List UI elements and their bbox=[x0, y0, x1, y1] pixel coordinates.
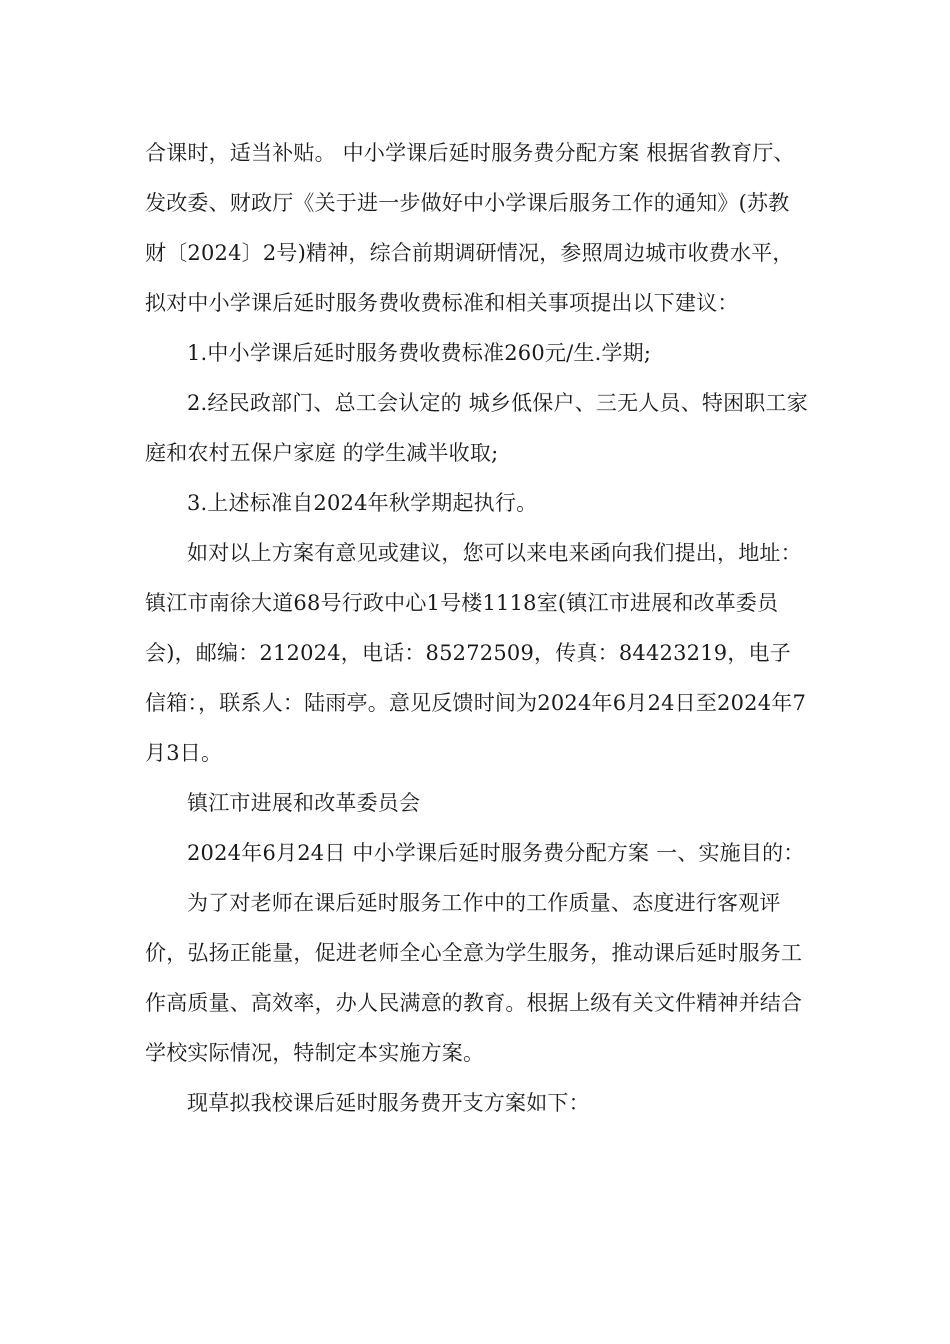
paragraph-item-1: 1.中小学课后延时服务费收费标准260元/生.学期; bbox=[187, 341, 652, 365]
paragraph-date-purpose: 2024年6月24日 中小学课后延时服务费分配方案 一、实施目的： bbox=[187, 841, 805, 865]
paragraph-plan-intro: 现草拟我校课后延时服务费开支方案如下： bbox=[187, 1091, 590, 1115]
document-body bbox=[145, 128, 810, 1128]
paragraph-item-3: 3.上述标准自2024年秋学期起执行。 bbox=[187, 491, 538, 515]
paragraph-contact: 如对以上方案有意见或建议，您可以来电来函向我们提出，地址：镇江市南徐大道68号行政中心1号楼1118室(镇江市进展和改革委员会)，邮编：212024，电话：85272509，传真：84423219，电子信箱：，联系人：陆雨亭。意见反馈时间为2024年6月24日至2024年7月3日。 bbox=[145, 541, 807, 765]
paragraph-item-2: 2.经民政部门、总工会认定的 城乡低保户、三无人员、特困职工家庭和农村五保户家庭 的学生减半收取; bbox=[145, 391, 808, 465]
paragraph-purpose-text: 为了对老师在课后延时服务工作中的工作质量、态度进行客观评价，弘扬正能量，促进老师全心全意为学生服务，推动课后延时服务工作高质量、高效率，办人民满意的教育。根据上级有关文件精神并结合学校实际情况，特制定本实施方案。 bbox=[145, 891, 803, 1065]
paragraph-signature: 镇江市进展和改革委员会 bbox=[187, 791, 421, 815]
paragraph-intro: 合课时，适当补贴。 中小学课后延时服务费分配方案 根据省教育厅、发改委、财政厅《关于进一步做好中小学课后服务工作的通知》(苏教财〔2024〕2号)精神，综合前期调研情况，参照周边城市收费水平，拟对中小学课后延时服务费收费标准和相关事项提出以下建议： bbox=[145, 141, 795, 315]
